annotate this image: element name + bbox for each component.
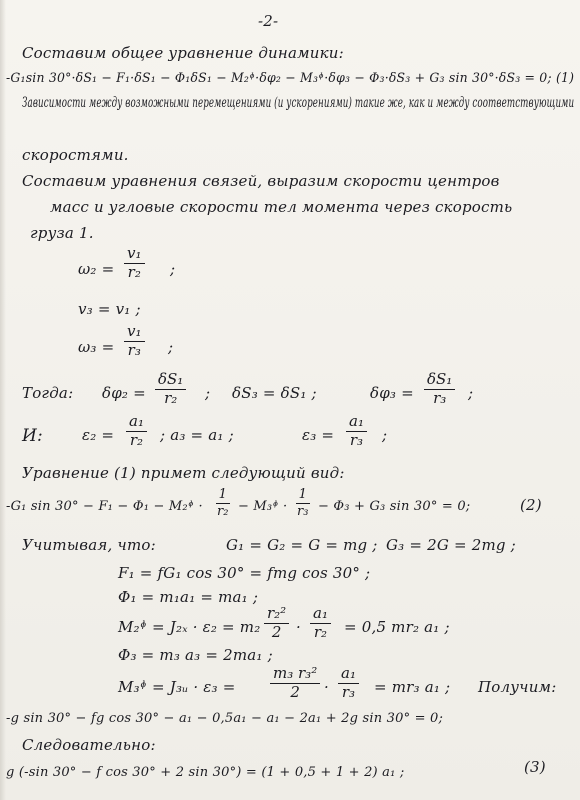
m3-fraction-1-numerator: m₃ r₃²	[270, 666, 320, 684]
equation-1: -G₁sin 30°·δS₁ − F₁·δS₁ − Φ₁δS₁ − M₂ᶲ·δφ₂ − M₃ᶲ·δφ₃ − Φ₃·δS₃ + G₃ sin 30°·δS₃ = 0; (1)	[6, 71, 575, 86]
eps2-lhs: ε₂ =	[82, 426, 115, 444]
page-number: -2-	[258, 12, 279, 30]
omega2-denominator: r₂	[127, 262, 141, 281]
text-constraint-eq-1: Составим уравнения связей, выразим скорости центров	[22, 172, 500, 190]
m2-part-b: = 0,5 mr₂ a₁ ;	[344, 618, 450, 636]
phi1-equation: Φ₁ = m₁a₁ = ma₁ ;	[118, 588, 259, 606]
dphi3-fraction	[424, 372, 455, 407]
ds3-equation: δS₃ = δS₁ ;	[232, 384, 317, 402]
text-equation-form: Уравнение (1) примет следующий вид:	[22, 464, 345, 482]
eps2-denominator: r₂	[129, 430, 144, 449]
f1-equation: F₁ = fG₁ cos 30° = fmg cos 30° ;	[118, 564, 371, 582]
eps3-lhs: ε₃ =	[302, 426, 335, 444]
eps3-denominator: r₃	[349, 430, 364, 449]
label-poluchim: Получим:	[478, 678, 557, 696]
equation-long: -g sin 30° − fg cos 30° − a₁ − 0,5a₁ − a₁ − 2a₁ + 2g sin 30° = 0;	[6, 711, 444, 726]
eq2-part-b: − M₃ᶲ ·	[238, 499, 288, 514]
m2-fraction-1-numerator: r₂²	[264, 606, 289, 624]
m3-fraction-1-denominator: 2	[290, 682, 300, 701]
v3-equation: v₃ = v₁ ;	[78, 300, 141, 318]
dphi2-denominator: r₂	[164, 388, 178, 407]
omega3-end: ;	[168, 338, 174, 356]
eq2-fraction-1-denominator: r₂	[217, 503, 229, 519]
label-togda: Тогда:	[22, 384, 74, 402]
dphi3-lhs: δφ₃ =	[370, 384, 414, 402]
dphi2-numerator: δS₁	[155, 372, 186, 390]
m2-fraction-1	[264, 606, 289, 641]
omega2-fraction	[124, 246, 145, 281]
dphi2-lhs: δφ₂ =	[102, 384, 146, 402]
eps3-end: ;	[382, 426, 388, 444]
final-tag: (3)	[524, 758, 546, 776]
m2-dot: ·	[296, 618, 301, 636]
eps3-numerator: a₁	[346, 414, 367, 432]
m2-part-a: M₂ᶲ = J₂ₓ · ε₂ = m₂	[118, 618, 261, 636]
text-velocities: скоростями.	[22, 146, 129, 164]
eps3-fraction	[346, 414, 367, 449]
omega2-lhs: ω₂ =	[78, 260, 115, 278]
a3-equation: ; a₃ = a₁ ;	[160, 426, 234, 444]
eq2-tag: (2)	[520, 496, 542, 514]
dphi3-end: ;	[468, 384, 474, 402]
dphi2-end: ;	[205, 384, 211, 402]
omega3-fraction	[124, 324, 145, 359]
m2-fraction-2	[310, 606, 331, 641]
m3-part-a: M₃ᶲ = J₃ᵤ · ε₃ =	[118, 678, 236, 696]
omega2-numerator: v₁	[124, 246, 145, 264]
eq2-part-c: − Φ₃ + G₃ sin 30° = 0;	[318, 499, 471, 514]
g3-equation: G₃ = 2G = 2mg ;	[386, 536, 516, 554]
omega3-numerator: v₁	[124, 324, 145, 342]
text-constraint-eq-2: масс и угловые скорости тел момента через скорость	[50, 198, 513, 216]
m3-fraction-2-numerator: a₁	[338, 666, 359, 684]
omega3-denominator: r₃	[127, 340, 141, 359]
omega2-end: ;	[170, 260, 176, 278]
eq2-fraction-1	[214, 488, 231, 518]
dphi2-fraction	[155, 372, 186, 407]
m2-fraction-1-denominator: 2	[271, 622, 282, 641]
text-constraint-eq-3: груза 1.	[30, 224, 94, 242]
dphi3-denominator: r₃	[433, 388, 447, 407]
omega3-lhs: ω₃ =	[78, 338, 115, 356]
m3-fraction-2-denominator: r₃	[341, 682, 356, 701]
label-i: И:	[22, 426, 43, 446]
label-therefore: Следовательно:	[22, 736, 156, 754]
label-given: Учитывая, что:	[22, 536, 156, 554]
m3-fraction-2	[338, 666, 359, 701]
m2-fraction-2-numerator: a₁	[310, 606, 331, 624]
eps2-numerator: a₁	[126, 414, 147, 432]
phi3-equation: Φ₃ = m₃ a₃ = 2ma₁ ;	[118, 646, 273, 664]
equation-final: g (-sin 30° − f cos 30° + 2 sin 30°) = (1 + 0,5 + 1 + 2) a₁ ;	[6, 765, 405, 780]
page-edge-shadow	[0, 0, 6, 800]
m3-part-b: = mr₃ a₁ ;	[374, 678, 451, 696]
heading-general-equation: Составим общее уравнение динамики:	[22, 44, 344, 62]
text-dependencies: Зависимости между возможными перемещениями (и ускорениями) такие же, как и между соответствующими	[22, 95, 575, 111]
m2-fraction-2-denominator: r₂	[313, 622, 328, 641]
dphi3-numerator: δS₁	[424, 372, 455, 390]
m3-fraction-1	[270, 666, 320, 701]
eq2-fraction-2-numerator: 1	[296, 488, 310, 504]
eq2-fraction-2	[294, 488, 311, 518]
m3-dot: ·	[324, 678, 329, 696]
eq2-part-a: -G₁ sin 30° − F₁ − Φ₁ − M₂ᶲ ·	[6, 499, 203, 514]
eq2-fraction-1-numerator: 1	[216, 488, 230, 504]
eps2-fraction	[126, 414, 147, 449]
g-equation: G₁ = G₂ = G = mg ;	[226, 536, 378, 554]
eq2-fraction-2-denominator: r₃	[297, 503, 309, 519]
